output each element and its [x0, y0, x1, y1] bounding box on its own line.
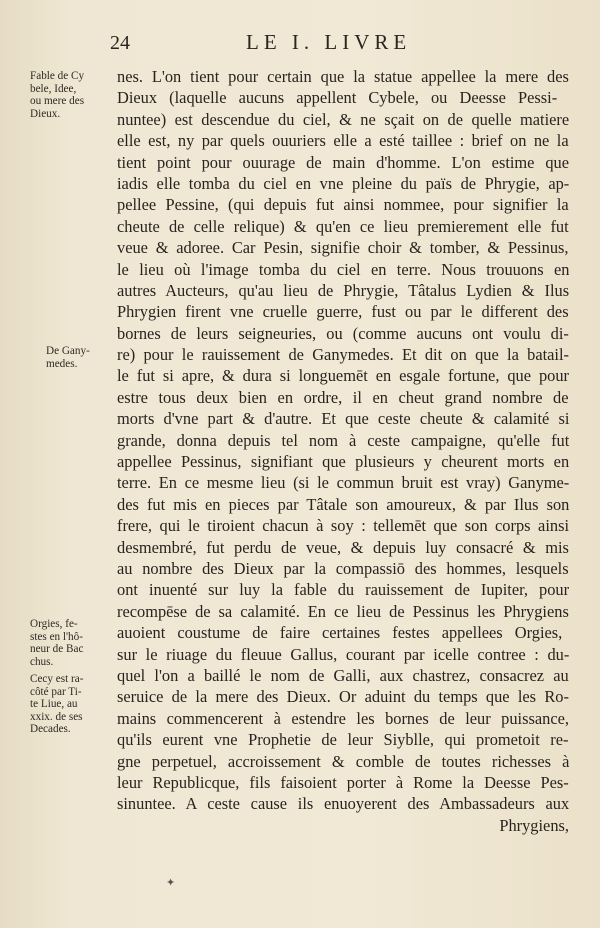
- catchword: Phrygiens,: [499, 815, 569, 835]
- margin-note-tite-liue: [30, 673, 110, 736]
- margin-note-line: De Gany-: [46, 345, 90, 357]
- text-line: pellee Pessine, (qui depuis fut ainsi nommee, pour signifier la: [117, 195, 569, 215]
- margin-note-line: chus.: [30, 655, 54, 668]
- text-line: estre tous deux bien en ordre, il en cheut grand nombre de: [117, 387, 569, 407]
- text-line: Dieux (laquelle aucuns appellent Cybele, ou Deesse Pessi-: [117, 88, 558, 108]
- page-header: [0, 26, 600, 56]
- text-line: sur le riuage du fleuue Gallus, courant par icelle contree : du-: [117, 644, 570, 664]
- text-line: qu'ils eurent vne Prophetie de leur Siyblle, qui prometoit re-: [117, 730, 569, 750]
- text-line: morts d'vne part & d'autre. Et que ceste cheute & calamité si: [117, 409, 570, 429]
- text-line: le fut si apre, & dura si longuemēt en esgale fortune, que pour: [117, 366, 569, 386]
- margin-note-line: bele, Idee,: [30, 82, 77, 95]
- text-line: appellee Pessinus, signifiant que plusieurs y cheurent morts en: [117, 452, 570, 472]
- text-line: iadis elle tomba du ciel en vne pleine du païs de Phrygie, ap-: [117, 173, 570, 193]
- margin-note-line: neur de Bac: [30, 643, 84, 655]
- text-line: nuntee) est descendue du ciel, & ne sçait on de quelle matiere: [117, 109, 570, 129]
- text-line: auoient coustume de faire certaines festes appellees Orgies,: [117, 623, 563, 643]
- margin-note-line: Orgies, fe-: [30, 618, 78, 630]
- margin-note-line: Dieux.: [30, 107, 61, 120]
- margin-note-ganymedes: [46, 345, 126, 370]
- text-line: nes. L'on tient pour certain que la statue appellee la mere des: [117, 67, 569, 86]
- text-line: le lieu où l'image tomba du ciel en terre. Nous trouuons en: [117, 259, 570, 279]
- margin-note-cybele: [30, 70, 110, 120]
- ornament: ✦: [166, 876, 176, 889]
- text-line: grande, donna depuis tel nom à ceste campaigne, qu'elle fut: [117, 430, 570, 450]
- margin-note-orgies: [30, 618, 110, 668]
- text-line: elle est, ny par quels ouuriers elle a esté taillee : brief on ne la: [117, 131, 569, 151]
- text-line: bornes de leurs seigneuries, ou (comme aucuns ont voulu di-: [117, 323, 569, 343]
- text-line: veue & adoree. Car Pesin, signifie choir & tomber, & Pessinus,: [117, 238, 569, 258]
- margin-note-line: Cecy est ra-: [30, 673, 84, 685]
- text-line: frere, qui le tiroient chacun à soy : tellemēt que son corps ainsi: [117, 516, 569, 536]
- running-title: LE I. LIVRE: [246, 30, 412, 54]
- margin-note-line: Decades.: [30, 723, 71, 735]
- text-line: seruice de la mere des Dieux. Or aduint du temps que les Ro-: [117, 687, 569, 707]
- text-line: tient point pour ouurage de main d'homme. L'on estime que: [117, 152, 569, 172]
- text-line: ont inuenté sur luy la fable du rauissement de Iupiter, pour: [117, 580, 570, 600]
- margin-note-line: stes en l'hô-: [30, 630, 83, 643]
- text-line: terre. En ce mesme lieu (si le commun bruit est vray) Ganyme-: [117, 473, 570, 493]
- text-line: recompēse de sa calamité. En ce lieu de Pessinus les Phrygiens: [117, 601, 569, 621]
- text-line: autres Aucteurs, qu'au lieu de Phrygie, Tâtalus Lydien & Ilus: [117, 280, 570, 300]
- page-number: 24: [110, 32, 130, 54]
- margin-note-line: medes.: [46, 357, 78, 370]
- body-text: [117, 66, 569, 836]
- margin-note-line: Fable de Cy: [30, 70, 85, 82]
- text-line: mains commencerent à estendre les bornes de leur puissance,: [117, 708, 569, 728]
- margin-note-line: côté par Ti-: [30, 685, 82, 698]
- text-line: sinuntee. A ceste cause ils enuoyerent des Ambassadeurs aux: [117, 794, 570, 814]
- text-line: cheute de celle relique) & qu'en ce lieu premierement elle fut: [117, 216, 569, 236]
- text-line: au nombre des Dieux par la compassiō des hommes, lesquels: [117, 558, 569, 578]
- margin-note-line: te Liue, au: [30, 698, 78, 710]
- text-line: leur Republicque, fils faisoient porter à Rome la Deesse Pes-: [117, 772, 569, 792]
- text-line: des fut mis en pieces par Tâtale son amoureux, & par Ilus son: [117, 494, 570, 514]
- text-line: quel l'on a baillé le nom de Galli, aux chastrez, consacrez au: [117, 665, 569, 685]
- text-line: Phrygien firent vne cruelle guerre, fust ou par le different des: [117, 302, 569, 322]
- text-line: desmembré, fut perdu de veue, & depuis luy consacré & mis: [117, 537, 569, 557]
- text-line: gne perpetuel, accroissement & comble de toutes richesses à: [117, 751, 570, 771]
- margin-note-line: ou mere des: [30, 95, 85, 107]
- margin-note-line: xxix. de ses: [30, 710, 83, 723]
- text-line: re) pour le rauissement de Ganymedes. Et dit on que la batail-: [117, 345, 569, 365]
